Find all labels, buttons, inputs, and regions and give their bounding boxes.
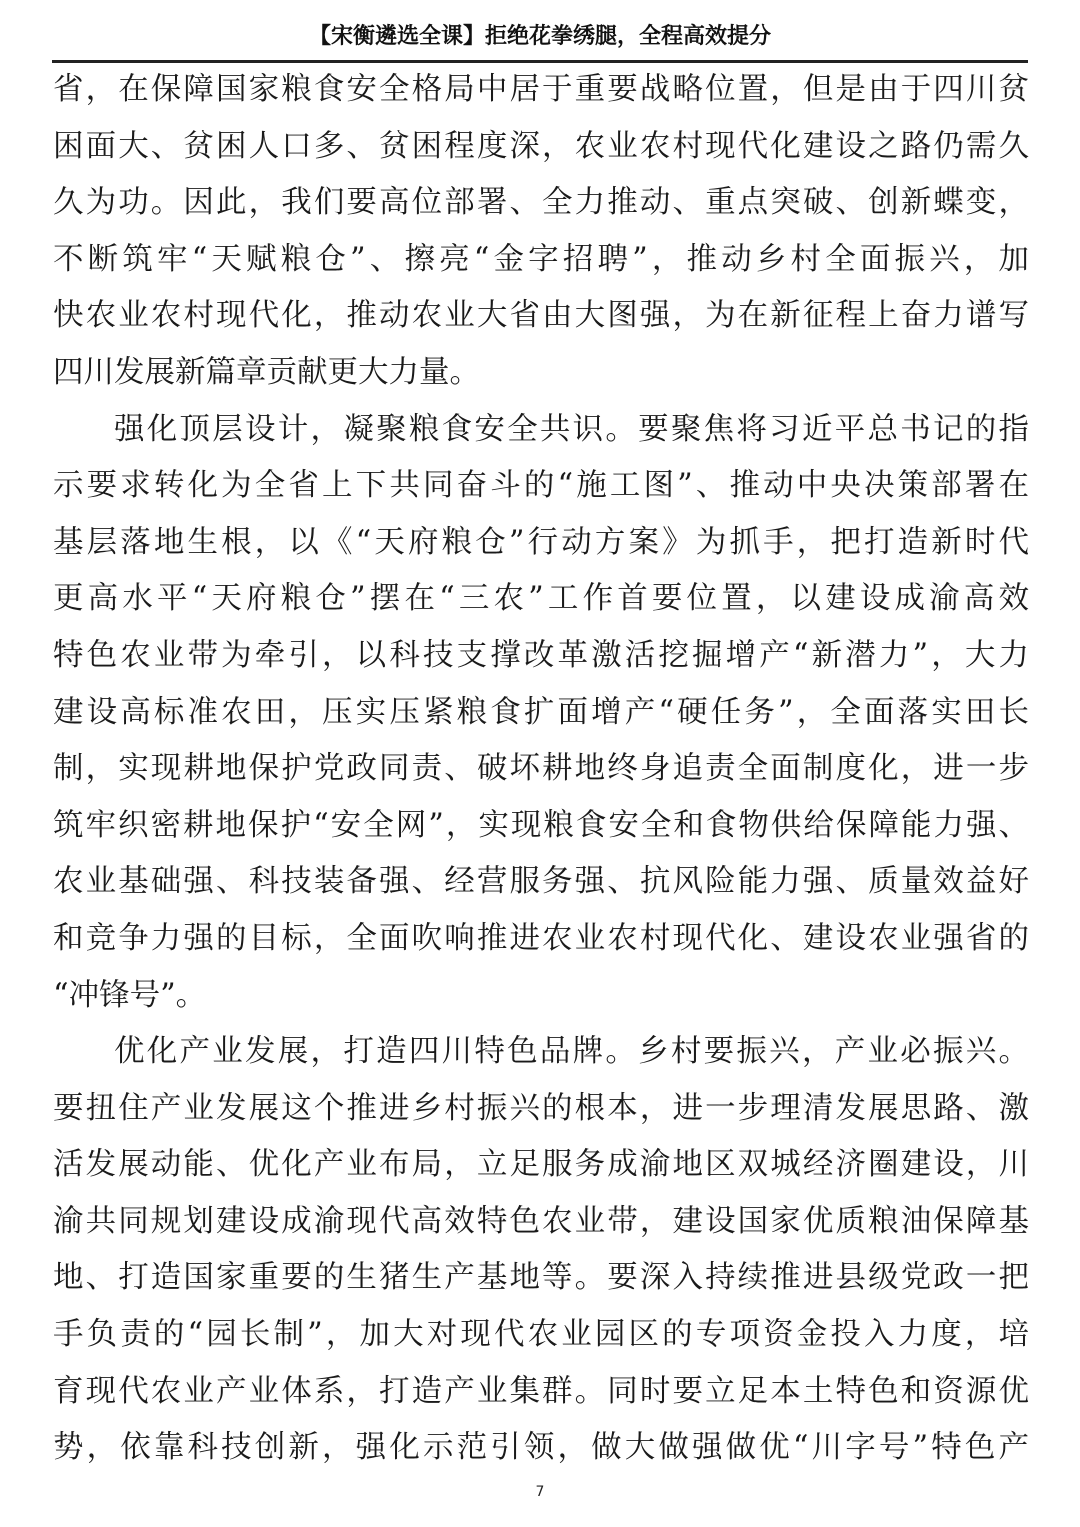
text-line: 特色农业带为牵引，以科技支撑改革激活挖掘增产“新潜力”，大力	[53, 637, 1029, 673]
paragraph	[53, 1024, 1029, 1477]
document-header	[0, 22, 1080, 52]
text-line: 建设高标准农田，压实压紧粮食扩面增产“硬任务”，全面落实田长	[53, 694, 1029, 730]
text-line: 四川发展新篇章贡献更大力量。	[53, 354, 480, 390]
text-line: 手负责的“园长制”，加大对现代农业园区的专项资金投入力度，培	[53, 1317, 1029, 1353]
text-line: 地、打造国家重要的生猪生产基地等。要深入持续推进县级党政一把	[53, 1260, 1029, 1296]
text-line: 要扭住产业发展这个推进乡村振兴的根本，进一步理清发展思路、激	[53, 1090, 1029, 1126]
text-line: 优化产业发展，打造四川特色品牌。乡村要振兴，产业必振兴。	[114, 1034, 1029, 1070]
text-line: 久为功。因此，我们要高位部署、全力推动、重点突破、创新蝶变，	[53, 185, 1029, 221]
text-line: 和竞争力强的目标，全面吹响推进农业农村现代化、建设农业强省的	[53, 920, 1029, 956]
text-line: 筑牢织密耕地保护“安全网”，实现粮食安全和食物供给保障能力强、	[53, 807, 1029, 843]
text-line: 育现代农业产业体系，打造产业集群。同时要立足本土特色和资源优	[53, 1373, 1029, 1409]
text-line: 更高水平“天府粮仓”摆在“三农”工作首要位置，以建设成渝高效	[53, 581, 1029, 617]
text-line: 快农业农村现代化，推动农业大省由大图强，为在新征程上奋力谱写	[53, 298, 1029, 334]
text-line: 农业基础强、科技装备强、经营服务强、抗风险能力强、质量效益好	[53, 864, 1029, 900]
header-title: 【宋衡遴选全课】拒绝花拳绣腿，全程高效提分	[308, 24, 771, 49]
paragraph	[53, 402, 1029, 1025]
text-line: 不断筑牢“天赋粮仓”、擦亮“金字招聘”，推动乡村全面振兴，加	[53, 241, 1029, 277]
text-line: 渝共同规划建设成渝现代高效特色农业带，建设国家优质粮油保障基	[53, 1203, 1029, 1239]
text-line: 势，依靠科技创新，强化示范引领，做大做强做优“川字号”特色产	[53, 1430, 1029, 1466]
document-body	[53, 62, 1029, 1477]
text-line: 基层落地生根，以《“天府粮仓”行动方案》为抓手，把打造新时代	[53, 524, 1029, 560]
text-line: 省，在保障国家粮食安全格局中居于重要战略位置，但是由于四川贫	[53, 72, 1029, 107]
text-line: 活发展动能、优化产业布局，立足服务成渝地区双城经济圈建设，川	[53, 1147, 1029, 1183]
text-line: 示要求转化为全省上下共同奋斗的“施工图”、推动中央决策部署在	[53, 468, 1029, 504]
text-line: 困面大、贫困人口多、贫困程度深，农业农村现代化建设之路仍需久	[53, 128, 1029, 164]
text-line: “冲锋号”。	[53, 977, 207, 1013]
page-number: 7	[535, 1484, 545, 1500]
paragraph	[53, 62, 1029, 402]
text-line: 强化顶层设计，凝聚粮食安全共识。要聚焦将习近平总书记的指	[114, 411, 1029, 447]
text-line: 制，实现耕地保护党政同责、破坏耕地终身追责全面制度化，进一步	[53, 751, 1029, 787]
